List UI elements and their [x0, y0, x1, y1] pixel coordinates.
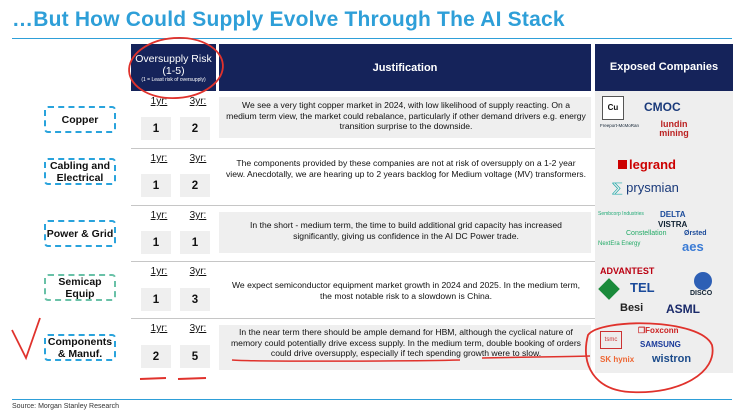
justification-text: In the short - medium term, the time to build additional grid capacity has increased significantly, giving us confidence in the AI DC Power trade.	[250, 220, 562, 241]
sembcorp-logo: Sembcorp Industries	[598, 211, 644, 217]
header-risk-title: Oversupply Risk (1-5)	[135, 52, 212, 77]
risk-1yr-value: 1	[141, 231, 171, 254]
vistra-logo: VISTRA	[658, 220, 688, 229]
logos-semicap	[598, 266, 730, 316]
justification-components	[226, 327, 586, 359]
yr1-label: 1yr:	[150, 266, 168, 277]
yr3-label: 3yr:	[189, 266, 207, 277]
legrand-text: legrand	[629, 157, 676, 172]
legrand-logo	[618, 157, 676, 172]
row-divider	[131, 261, 595, 262]
justification-copper	[226, 100, 586, 132]
foxconn-mark-icon: ❐	[638, 326, 646, 335]
disco-logo: DISCO	[690, 290, 713, 297]
yr1-label: 1yr:	[150, 323, 168, 334]
risk-3yr-value: 2	[180, 174, 210, 197]
justification-cabling	[226, 158, 586, 179]
skhynix-logo: SK hynix	[600, 355, 635, 364]
logos-components	[598, 325, 730, 375]
row-divider	[131, 205, 595, 206]
annotation-checkmark	[12, 318, 40, 358]
source-note: Source: Morgan Stanley Research	[12, 403, 119, 410]
logos-cabling	[598, 152, 730, 202]
risk-1yr-value: 2	[141, 345, 171, 368]
orsted-logo: Ørsted	[684, 230, 707, 237]
risk-3yr-value: 2	[180, 117, 210, 140]
nextera-logo: NextEra Energy	[598, 241, 641, 247]
constellation-logo: Constellation	[626, 230, 667, 237]
header-risk-note: (1 = Least risk of oversupply)	[141, 76, 206, 83]
justification-text: We see a very tight copper market in 2024, with low likelihood of supply reacting. On a medium term view, the market could rebalance, particularly if other demand drivers e.g. energy transition surprise to the downside.	[226, 100, 586, 132]
yr3-label: 3yr:	[189, 323, 207, 334]
risk-3yr-value: 3	[180, 288, 210, 311]
yr3-label: 3yr:	[189, 210, 207, 221]
category-copper: Copper	[44, 106, 116, 133]
semicap-green-mark-icon	[598, 278, 620, 300]
justification-power	[226, 220, 586, 241]
yr1-label: 1yr:	[150, 153, 168, 164]
risk-1yr-value: 1	[141, 117, 171, 140]
header-oversupply-risk	[131, 44, 216, 91]
lundin-logo: lundin mining	[659, 119, 689, 138]
yr1-label: 1yr:	[150, 96, 168, 107]
category-components-manuf: Components & Manuf.	[44, 334, 116, 361]
row-divider	[131, 148, 595, 149]
category-semicap-equip: Semicap Equip	[44, 274, 116, 301]
tsmc-logo: tsmc	[600, 331, 622, 349]
footer-divider	[12, 399, 732, 400]
annotation-underline-3yr	[178, 378, 206, 379]
foxconn-text: Foxconn	[645, 326, 679, 335]
yr3-label: 3yr:	[189, 96, 207, 107]
category-power-grid: Power & Grid	[44, 220, 116, 247]
prysmian-logo	[612, 180, 679, 196]
risk-1yr-value: 1	[141, 288, 171, 311]
copper-element-logo: Cu	[602, 96, 624, 120]
risk-3yr-value: 5	[180, 345, 210, 368]
prysmian-text: prysmian	[626, 180, 679, 195]
cmoc-logo: CMOC	[644, 100, 681, 114]
page-title: …But How Could Supply Evolve Through The AI Stack	[12, 8, 565, 31]
logos-power	[598, 209, 730, 259]
disco-mark-icon	[694, 272, 712, 290]
delta-logo: DELTA	[660, 210, 686, 219]
tel-logo: TEL	[630, 280, 655, 295]
asml-logo: ASML	[666, 302, 700, 316]
aes-logo: aes	[682, 239, 704, 254]
yr1-label: 1yr:	[150, 210, 168, 221]
logos-copper	[598, 94, 730, 144]
category-cabling-electrical: Cabling and Electrical	[44, 158, 116, 185]
justification-text: We expect semiconductor equipment market growth in 2024 and 2025. In the medium term, the most notable risk to a slowdown is China.	[231, 280, 581, 301]
risk-3yr-value: 1	[180, 231, 210, 254]
row-divider	[131, 318, 595, 319]
advantest-logo: ADVANTEST	[600, 266, 655, 276]
legrand-mark-icon	[618, 160, 627, 169]
samsung-logo: SAMSUNG	[640, 340, 681, 349]
annotation-underline-1yr	[140, 378, 166, 379]
justification-text: The components provided by these companies are not at risk of oversupply on a 1-2 year view. Anecdotally, we are hearing up to 2 years backlog for Medium voltage (MV) transformers.	[226, 158, 586, 179]
foxconn-logo	[638, 326, 679, 335]
justification-semicap	[226, 280, 586, 301]
header-exposed-companies: Exposed Companies	[595, 44, 733, 91]
header-justification: Justification	[219, 44, 591, 91]
risk-1yr-value: 1	[141, 174, 171, 197]
besi-logo: Besi	[620, 302, 644, 314]
prysmian-mark-icon: ⅀	[612, 180, 623, 195]
yr3-label: 3yr:	[189, 153, 207, 164]
justification-text: In the near term there should be ample demand for HBM, although the cyclical nature of memory could potentially drive excess supply. In the medium term, double booking of orders could drive oversupply, especially if tech spending growth were to slow.	[231, 327, 581, 359]
title-divider	[12, 38, 732, 39]
freeport-logo: Freeport-McMoRan	[600, 123, 640, 128]
wistron-logo: wistron	[652, 353, 692, 365]
